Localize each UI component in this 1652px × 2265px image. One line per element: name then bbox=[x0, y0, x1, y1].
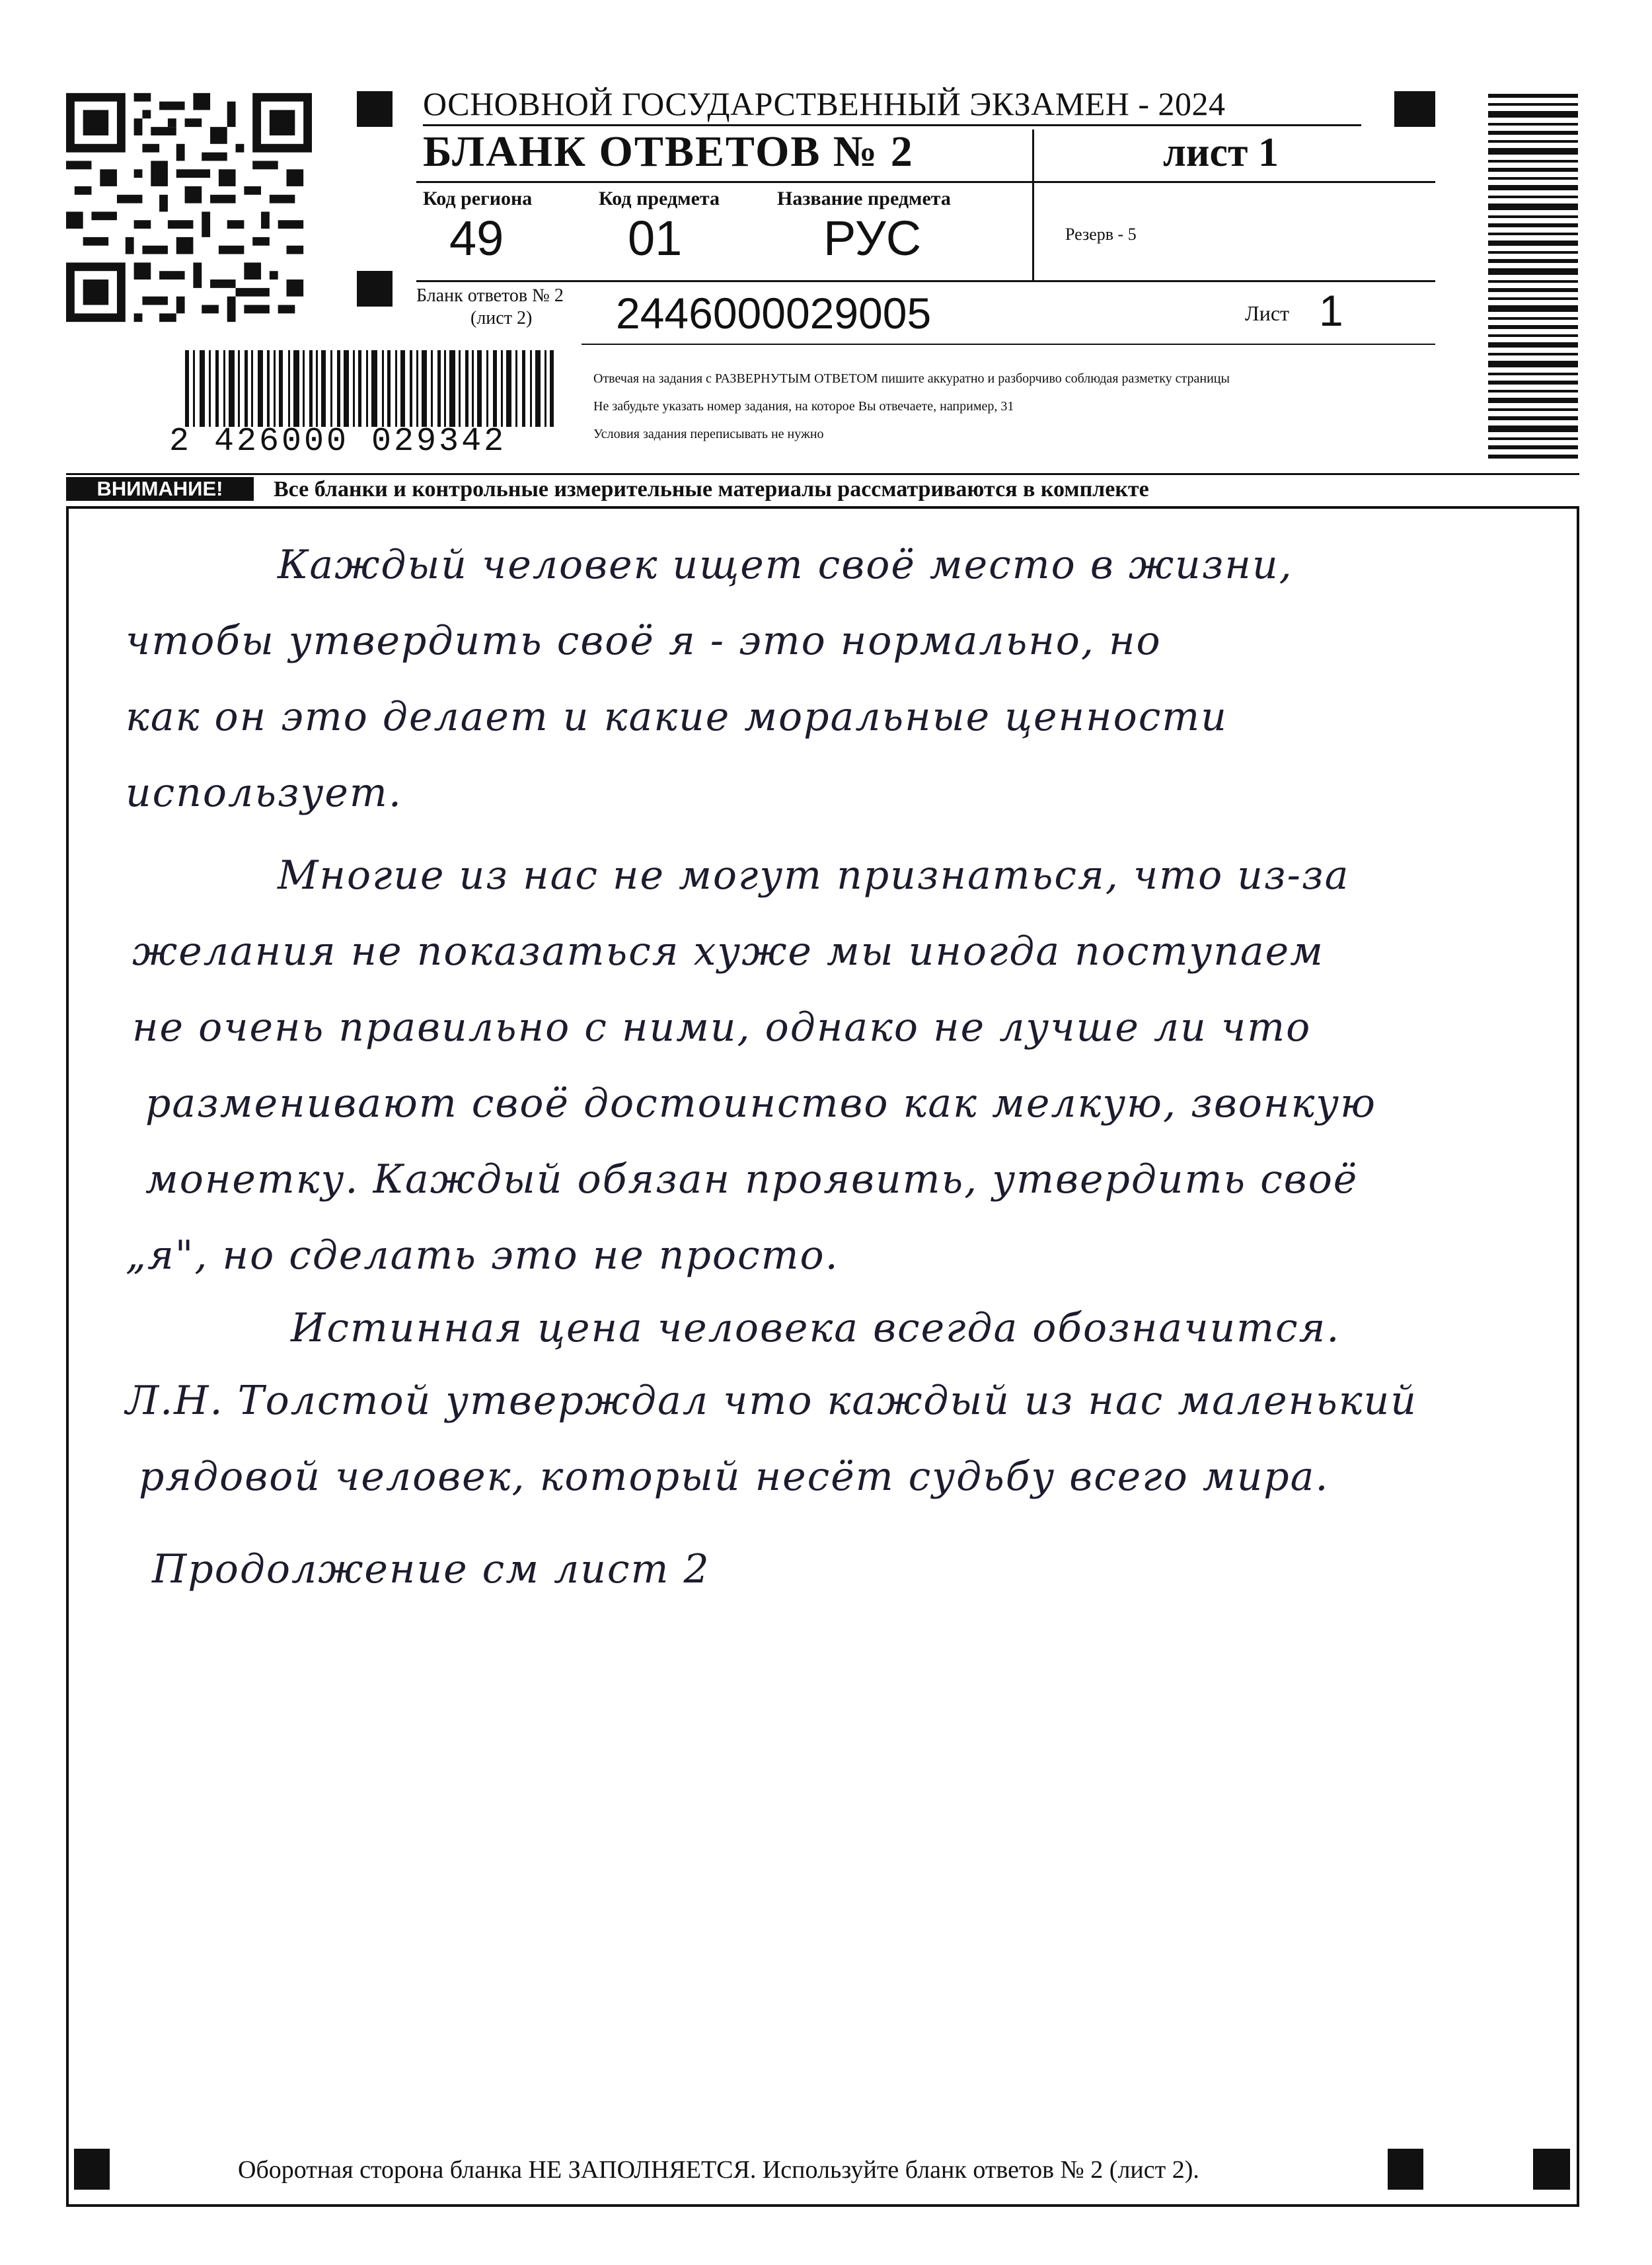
region-label: Код региона bbox=[423, 188, 533, 209]
rule-under-exam-title bbox=[423, 124, 1361, 126]
sheet-number: 1 bbox=[1319, 286, 1343, 335]
link-code: 2446000029005 bbox=[616, 289, 932, 338]
answer-line-5: Многие из нас не могут признаться, что из-за bbox=[278, 852, 1350, 899]
form-title: БЛАНК ОТВЕТОВ № 2 bbox=[423, 128, 914, 176]
side-barcode bbox=[1488, 94, 1578, 459]
sheet-label: Лист bbox=[1245, 301, 1290, 325]
warning-badge: ВНИМАНИЕ! bbox=[66, 477, 254, 501]
answer-line-7: не очень правильно с ними, однако не лучше ли что bbox=[132, 1004, 1312, 1051]
warning-top-rule bbox=[66, 473, 1579, 475]
registration-mark-bottom-right-1 bbox=[1388, 2149, 1423, 2190]
link-label-line-1: Бланк ответов № 2 bbox=[416, 285, 564, 306]
link-label-line-2: (лист 2) bbox=[470, 308, 533, 328]
answer-line-8: разменивают своё достоинство как мелкую, звонкую bbox=[145, 1080, 1376, 1127]
instruction-line-3: Условия задания переписывать не нужно bbox=[593, 427, 824, 441]
registration-mark-bottom-right-2 bbox=[1533, 2149, 1570, 2190]
answer-line-12: Л.Н. Толстой утверждал что каждый из нас маленький bbox=[126, 1378, 1417, 1424]
answer-line-10: „я", но сделать это не просто. bbox=[126, 1232, 839, 1279]
instruction-line-1: Отвечая на задания с РАЗВЕРНУТЫМ ОТВЕТОМ пишите аккуратно и разборчиво соблюдая разметку страницы bbox=[593, 371, 1230, 386]
answer-area[interactable] bbox=[66, 506, 1579, 2207]
registration-mark-bottom-left bbox=[74, 2149, 110, 2190]
warning-text: Все бланки и контрольные измерительные материалы рассматриваются в комплекте bbox=[274, 477, 1149, 501]
answer-line-2: чтобы утвердить своё я - это нормально, но bbox=[126, 618, 1162, 664]
subject-name-label: Название предмета bbox=[777, 188, 951, 209]
answer-line-13: рядовой человек, который несёт судьбу всего мира. bbox=[139, 1454, 1330, 1500]
registration-mark-top-left bbox=[357, 91, 393, 127]
barcode-digits: 2 426000 029342 bbox=[169, 423, 507, 461]
answer-line-11: Истинная цена человека всегда обозначится. bbox=[291, 1305, 1341, 1351]
region-value: 49 bbox=[449, 211, 504, 266]
reserve-label: Резерв - 5 bbox=[1065, 225, 1137, 244]
subject-code-label: Код предмета bbox=[599, 188, 720, 209]
registration-mark-mid-left bbox=[357, 271, 393, 307]
answer-line-9: монетку. Каждый обязан проявить, утвердить своё bbox=[145, 1156, 1359, 1203]
title-divider bbox=[1032, 130, 1034, 281]
answer-line-4: использует. bbox=[126, 770, 402, 816]
answer-line-1: Каждый человек ищет своё место в жизни, bbox=[278, 542, 1293, 588]
sheet-title: лист 1 bbox=[1163, 130, 1279, 175]
rule-under-link bbox=[582, 344, 1435, 345]
subject-code-value: 01 bbox=[628, 211, 683, 266]
qr-code bbox=[66, 91, 312, 324]
instruction-line-2: Не забудьте указать номер задания, на которое Вы отвечаете, например, 31 bbox=[593, 399, 1014, 414]
rule-under-fields bbox=[416, 280, 1435, 282]
answer-line-6: желания не показаться хуже мы иногда поступаем bbox=[132, 928, 1324, 975]
answer-line-3: как он это делает и какие моральные ценности bbox=[126, 694, 1228, 740]
registration-mark-top-right bbox=[1394, 91, 1435, 127]
exam-title: ОСНОВНОЙ ГОСУДАРСТВЕННЫЙ ЭКЗАМЕН - 2024 bbox=[423, 85, 1226, 122]
rule-under-form-title bbox=[416, 181, 1435, 183]
linear-barcode bbox=[185, 350, 555, 427]
footer-note: Оборотная сторона бланка НЕ ЗАПОЛНЯЕТСЯ. Используйте бланк ответов № 2 (лист 2). bbox=[238, 2156, 1199, 2184]
answer-line-14: Продолжение см лист 2 bbox=[152, 1546, 710, 1592]
subject-name-value: РУС bbox=[823, 211, 922, 266]
